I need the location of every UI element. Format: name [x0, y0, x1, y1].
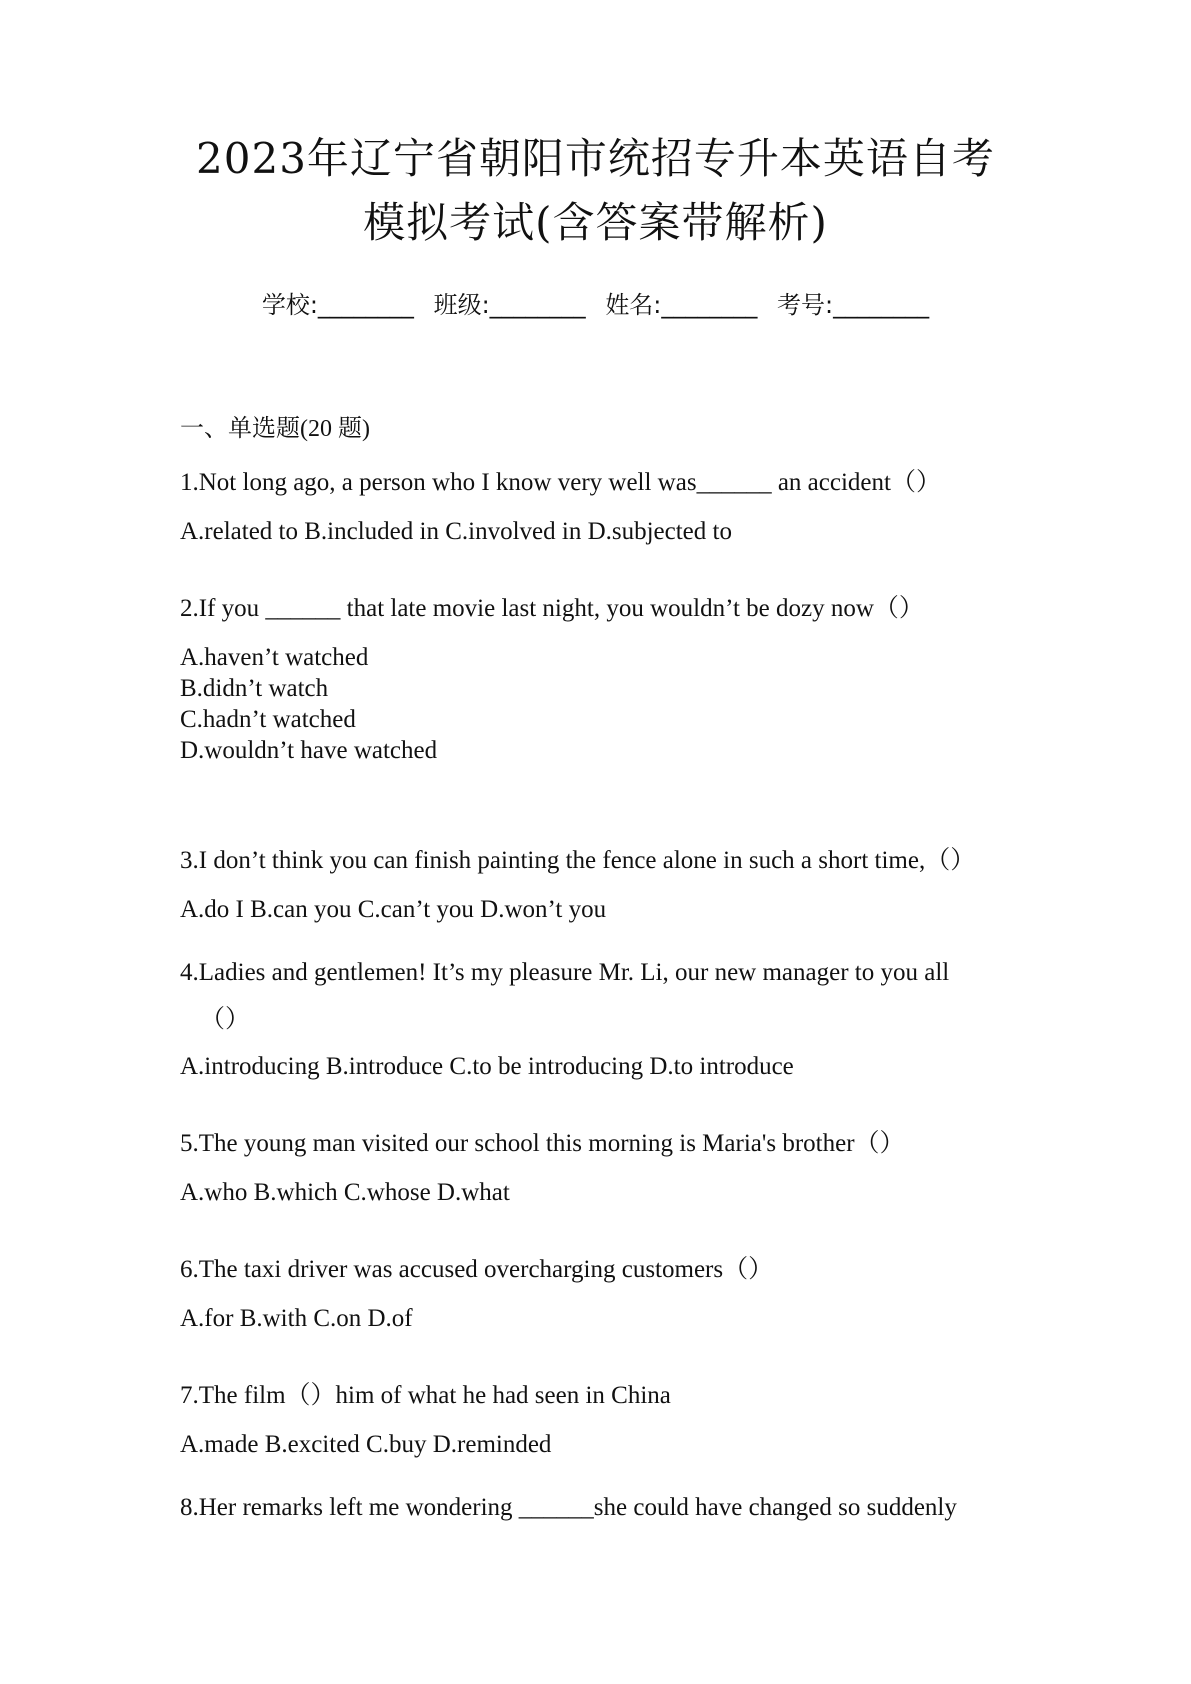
name-field: 姓名:________	[605, 291, 758, 319]
question-4-stem: 4.Ladies and gentlemen! It’s my pleasure Mr. Li, our new manager to you all	[180, 959, 950, 986]
question-7-stem: 7.The film（）him of what he had seen in China	[180, 1382, 671, 1409]
question-1-stem: 1.Not long ago, a person who I know very well was______ an accident（）	[180, 469, 941, 496]
question-3-stem: 3.I don’t think you can finish painting the fence alone in such a short time,（）	[180, 847, 976, 874]
school-field: 学校:________	[261, 291, 414, 319]
question-7-options: A.made B.excited C.buy D.reminded	[180, 1431, 552, 1458]
question-2-stem: 2.If you ______ that late movie last night, you wouldn’t be dozy now（）	[180, 595, 924, 622]
exam-number-field: 考号:________	[777, 291, 930, 319]
page-title-line-2: 模拟考试(含答案带解析)	[363, 198, 828, 247]
question-8-stem: 8.Her remarks left me wondering ______she could have changed so suddenly	[180, 1494, 957, 1521]
page-title-line-1: 2023年辽宁省朝阳市统招专升本英语自考	[196, 134, 995, 183]
question-1-options: A.related to B.included in C.involved in D.subjected to	[180, 518, 732, 545]
student-info-row	[0, 285, 1191, 320]
question-6-options: A.for B.with C.on D.of	[180, 1305, 413, 1332]
question-4-stem-continued: （）	[200, 1006, 251, 1033]
question-4-options: A.introducing B.introduce C.to be introducing D.to introduce	[180, 1053, 794, 1080]
question-5-options: A.who B.which C.whose D.what	[180, 1179, 510, 1206]
question-6-stem: 6.The taxi driver was accused overcharging customers（）	[180, 1256, 774, 1283]
class-field: 班级:________	[433, 291, 586, 319]
question-5-stem: 5.The young man visited our school this morning is Maria's brother（）	[180, 1130, 905, 1157]
question-2-option-b: B.didn’t watch	[180, 675, 329, 702]
question-2-option-c: C.hadn’t watched	[180, 706, 356, 733]
section-heading: 一、单选题(20 题)	[180, 416, 370, 442]
question-3-options: A.do I B.can you C.can’t you D.won’t you	[180, 896, 607, 923]
question-2-option-a: A.haven’t watched	[180, 644, 369, 671]
question-2-option-d: D.wouldn’t have watched	[180, 737, 438, 764]
